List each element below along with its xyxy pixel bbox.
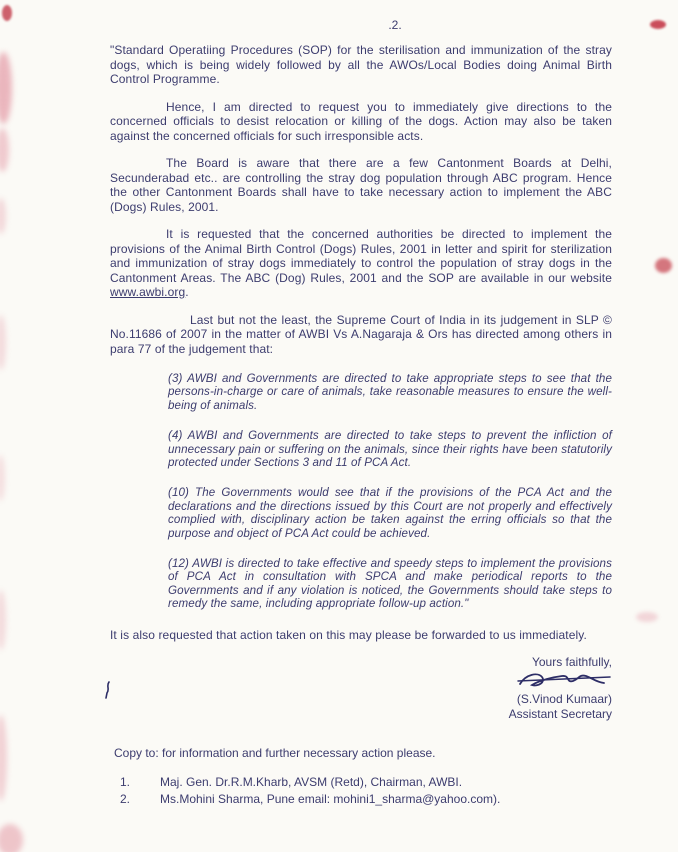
copy-to-item-text: Ms.Mohini Sharma, Pune email: mohini1_sharma@yahoo.com). bbox=[160, 792, 501, 807]
copy-to-item bbox=[120, 792, 612, 807]
copy-to-item-number: 2. bbox=[120, 792, 131, 807]
judgement-quote-3: (3) AWBI and Governments are directed to take appropriate steps to see that the persons-in-charge or care of animals, take reasonable measures to ensure the well-being of animals. bbox=[168, 372, 612, 412]
page-number: .2. bbox=[388, 18, 402, 32]
signatory-title: Assistant Secretary bbox=[508, 707, 612, 722]
paragraph-abc-implementation-text: It is requested that the concerned authorities be directed to implement the provisions of the Animal Birth Control (Dogs) Rules, 2001 in letter and spirit for sterilization and immunization of stray dogs immediately to control the population of stray dogs in the Cantonment Areas. The ABC (Dog) Rules, 2001 and the SOP are available in our website bbox=[110, 227, 612, 285]
copy-to-item-number: 1. bbox=[120, 775, 131, 790]
scan-artifact bbox=[0, 590, 6, 650]
closing-salutation: Yours faithfully, bbox=[531, 655, 612, 670]
scan-artifact bbox=[0, 315, 6, 370]
paragraph-sop: "Standard Operatiing Procedures (SOP) for the sterilisation and immunization of the stray dogs, which is being widely followed by all the AWOs/Local Bodies doing Animal Birth Control Programme. bbox=[110, 43, 612, 86]
scan-artifact bbox=[655, 258, 672, 273]
scan-artifact bbox=[0, 198, 6, 234]
scan-artifact bbox=[636, 612, 658, 622]
scan-artifact bbox=[0, 128, 9, 172]
scan-artifact bbox=[0, 715, 7, 801]
paragraph-abc-implementation-period: . bbox=[185, 285, 189, 299]
judgement-quote-10: (10) The Governments would see that if the provisions of the PCA Act and the declarations and the directions issued by this Court are not properly and effectively complied with, disciplinary action be taken against the erring officials so that the purpose and object of PCA Act could be achieved. bbox=[168, 486, 612, 540]
awbi-website-link[interactable]: www.awbi.org bbox=[110, 285, 186, 299]
copy-to-section bbox=[110, 746, 612, 807]
copy-to-item-text: Maj. Gen. Dr.R.M.Kharb, AVSM (Retd), Chairman, AWBI. bbox=[160, 775, 463, 790]
paragraph-abc-implementation bbox=[110, 227, 612, 300]
scan-artifact bbox=[0, 52, 12, 124]
signatory-name: (S.Vinod Kumaar) bbox=[516, 692, 612, 707]
judgement-quote-12: (12) AWBI is directed to take effective and speedy steps to implement the provisions of PCA Act in consultation with SPCA and make periodical reports to the Governments and if any violation is noticed, the Governments should take steps to remedy the same, including appropriate follow-up action." bbox=[168, 557, 612, 611]
paragraph-relocation-request: Hence, I am directed to request you to immediately give directions to the concerned officials to desist relocation or killing of the dogs. Action may also be taken against the concerned officials for such irresponsible acts. bbox=[110, 99, 612, 143]
paragraph-supreme-court-judgement: Last but not the least, the Supreme Court of India in its judgement in SLP © No.11686 of 2007 in the matter of AWBI Vs A.Nagaraja & Ors has directed among others in para 77 of the judgement that: bbox=[110, 312, 612, 356]
scan-artifact bbox=[0, 824, 23, 852]
judgement-quotes bbox=[110, 372, 612, 611]
scan-artifact bbox=[650, 20, 666, 29]
signature-scribble bbox=[516, 668, 612, 692]
scan-artifact bbox=[0, 455, 5, 501]
paragraph-cantonment-boards: The Board is aware that there are a few Cantonment Boards at Delhi, Secunderabad etc.. are controlling the stray dog population through ABC program. Hence the other Cantonment Boards shall have to take necessary action to implement the ABC (Dogs) Rules, 2001. bbox=[110, 156, 612, 214]
copy-to-item bbox=[120, 775, 612, 790]
copy-to-heading: Copy to: for information and further necessary action please. bbox=[114, 746, 436, 761]
judgement-quote-4: (4) AWBI and Governments are directed to take steps to prevent the infliction of unnecessary pain or suffering on the animals, since their rights have been statutorily protected under Sections 3 and 11 of PCA Act. bbox=[168, 429, 612, 470]
signature-block bbox=[432, 655, 612, 722]
scan-artifact bbox=[2, 5, 12, 21]
pen-mark bbox=[103, 681, 113, 699]
action-taken-request: It is also requested that action taken on this may please be forwarded to us immediately. bbox=[110, 627, 587, 642]
